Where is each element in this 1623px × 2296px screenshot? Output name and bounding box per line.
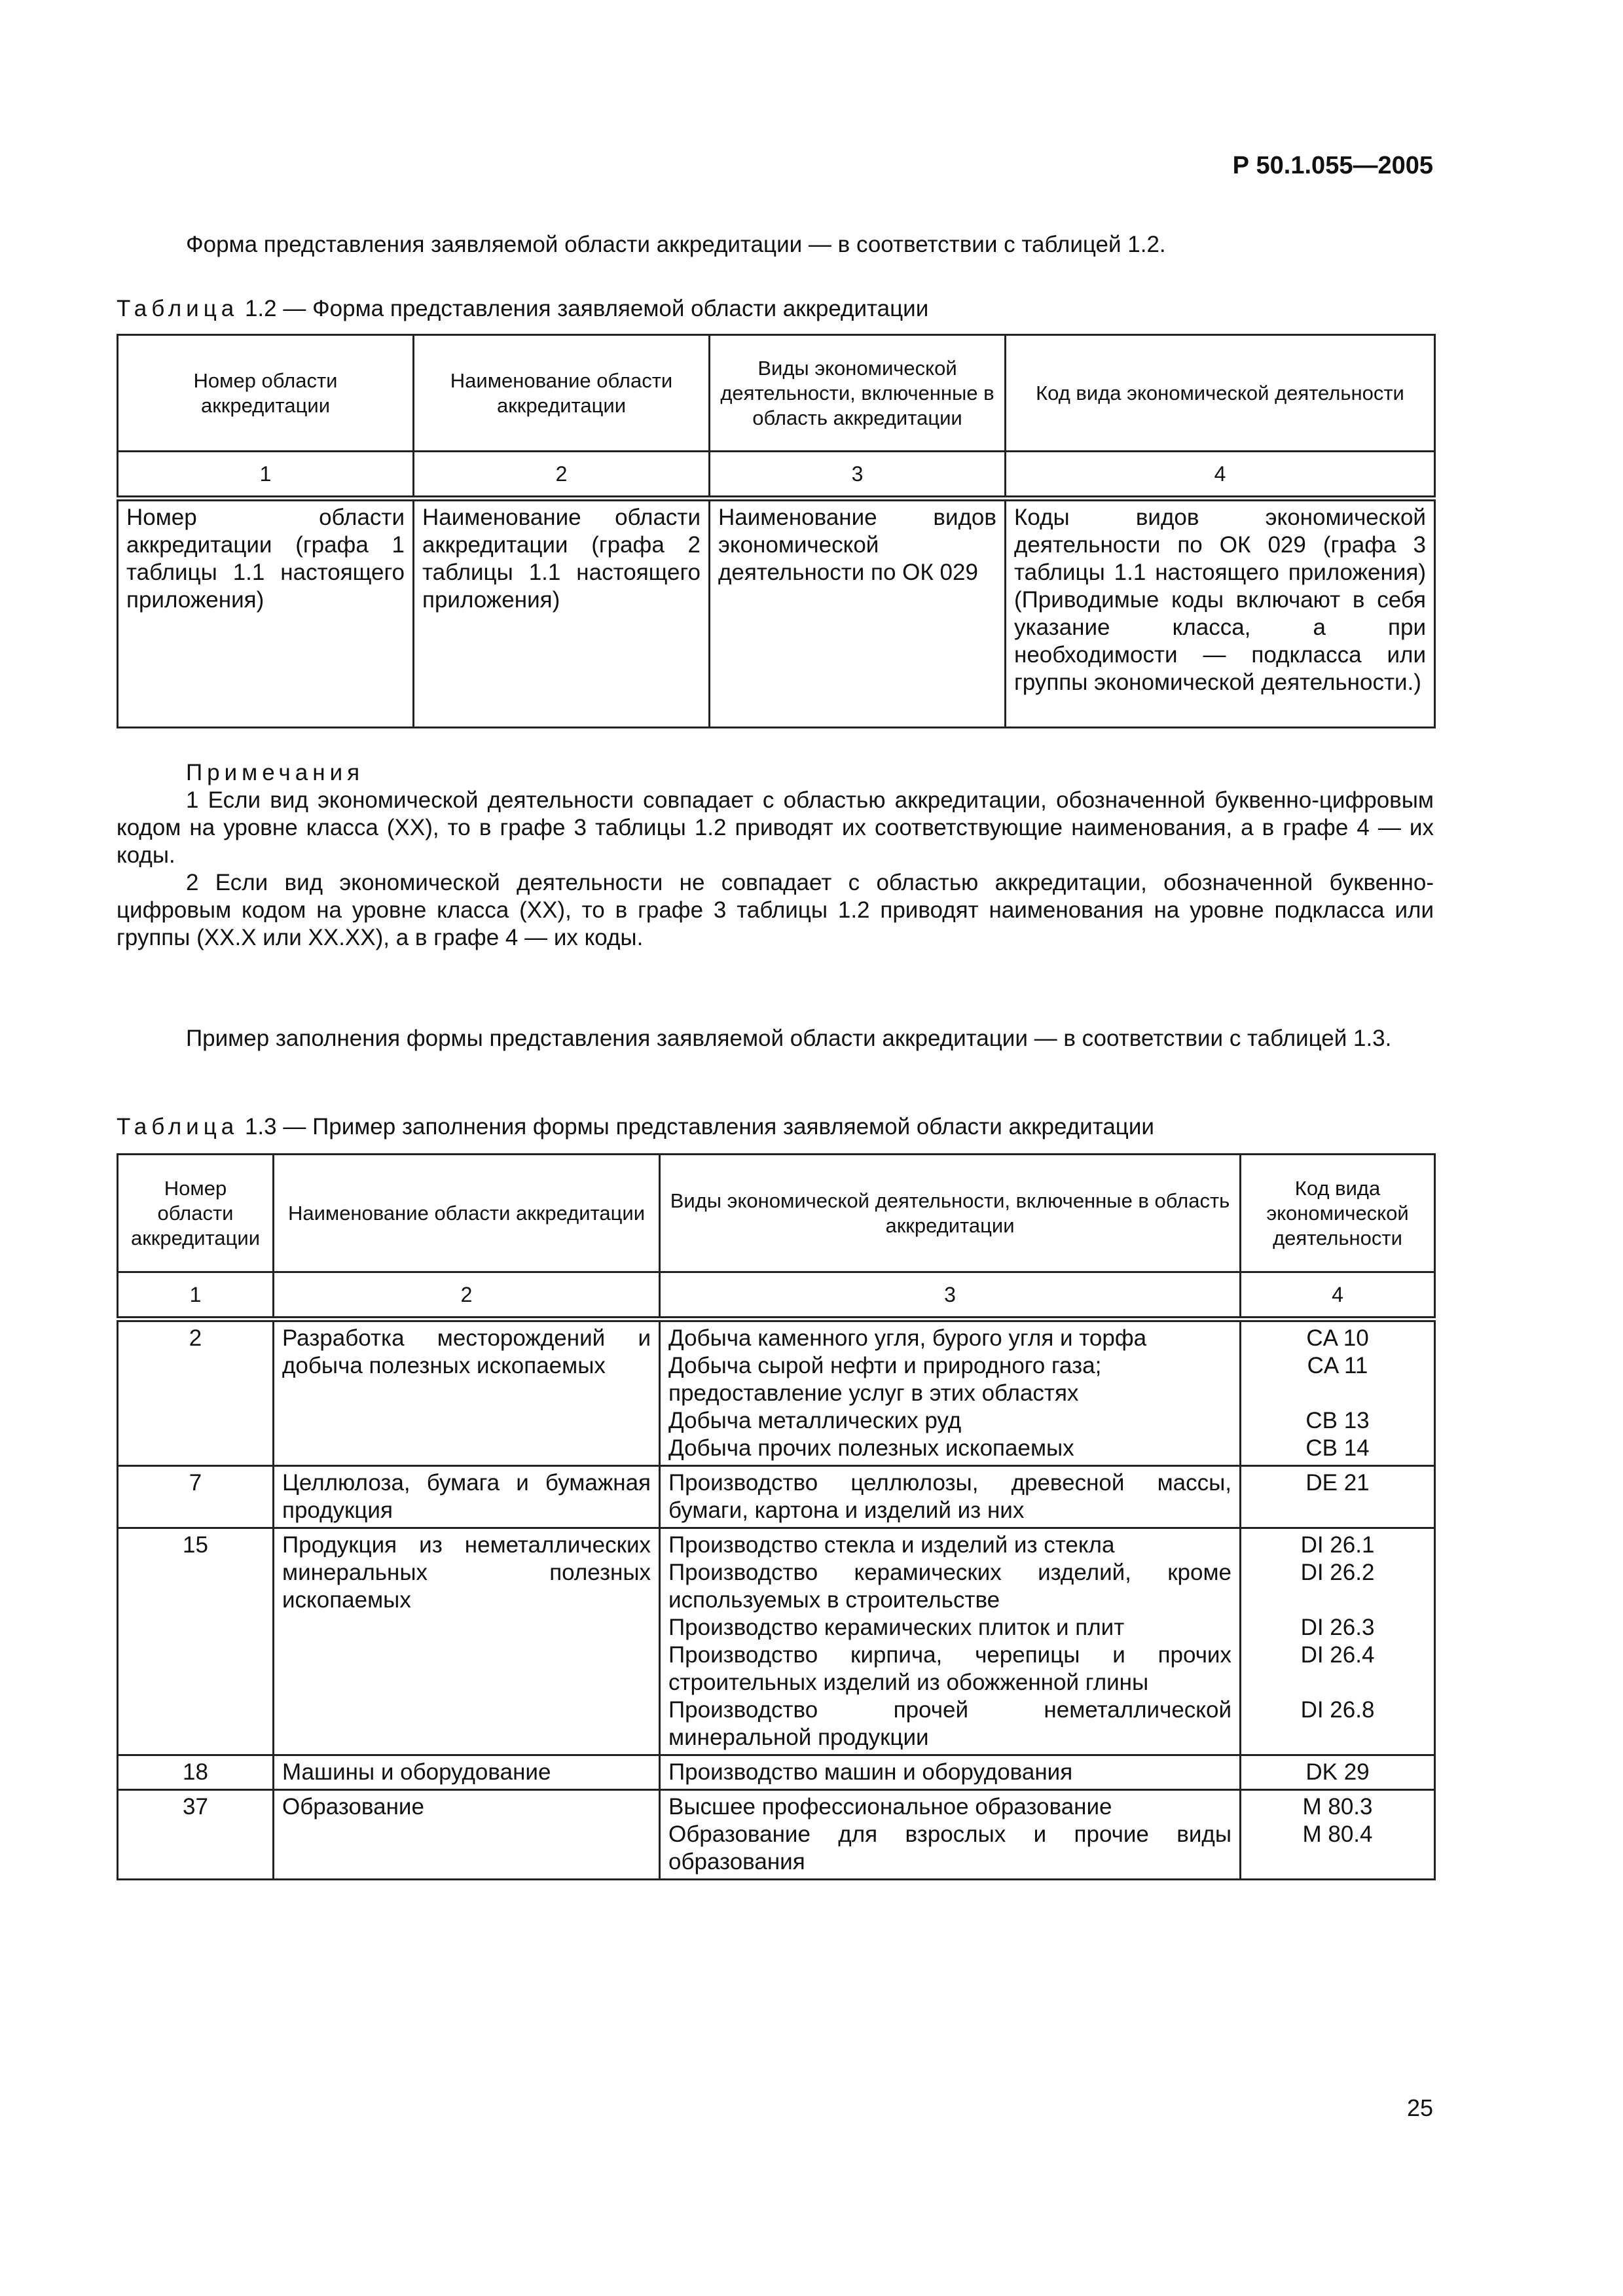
activity-line: Добыча металлических руд [668,1408,962,1433]
activity-line: Высшее профессиональное образование [668,1794,1112,1820]
header-cell: Код вида экономической деятельности [1241,1155,1435,1272]
activities-cell [660,1755,1241,1790]
header-cell: Номер области аккредитации [118,335,414,452]
area-number: 18 [118,1755,274,1790]
table-1-2 [117,334,1436,728]
table-row [118,1319,1435,1466]
table-row [118,1790,1435,1880]
code-line: DI 26.1 [1300,1532,1375,1558]
activities-cell [660,1790,1241,1880]
area-number: 15 [118,1528,274,1755]
header-cell: Код вида экономической деятельности [1006,335,1435,452]
code-line: DI 26.8 [1300,1697,1375,1723]
table-row [118,1528,1435,1755]
activity-line: Производство керамических плиток и плит [668,1615,1125,1640]
code-line: DK 29 [1305,1759,1370,1785]
table-cell: Номер области аккредитации (графа 1 таблицы 1.1 настоящего приложения) [118,499,414,728]
code-line: M 80.3 [1302,1794,1373,1820]
activities-cell [660,1466,1241,1528]
area-number: 7 [118,1466,274,1528]
area-name: Машины и оборудование [274,1755,660,1790]
activity-line: Добыча прочих полезных ископаемых [668,1435,1074,1461]
table-row [118,499,1435,728]
area-name: Образование [274,1790,660,1880]
intro-paragraph-2: Пример заполнения формы представления заявляемой области аккредитации — в соответствии с таблицей 1.3. [186,1026,1392,1051]
area-name: Разработка месторождений и добыча полезных ископаемых [274,1319,660,1466]
activity-line: Добыча сырой нефти и природного газа; предоставление услуг в этих областях [668,1353,1102,1406]
intro-paragraph-1: Форма представления заявляемой области аккредитации — в соответствии с таблицей 1.2. [186,232,1166,257]
header-cell: Номер области аккредитации [118,1155,274,1272]
caption-text: 1.2 — Форма представления заявляемой области аккредитации [244,296,929,321]
area-name: Продукция из неметаллических минеральных полезных ископаемых [274,1528,660,1755]
table-1-2-caption [117,295,928,323]
area-number: 2 [118,1319,274,1466]
code-line: CB 13 [1305,1408,1370,1433]
activity-line: Добыча каменного угля, бурого угля и торфа [668,1325,1147,1351]
code-line: CA 11 [1307,1353,1368,1378]
column-number: 4 [1006,452,1435,499]
table-row [118,1466,1435,1528]
column-number: 3 [710,452,1006,499]
activity-line: Производство стекла и изделий из стекла [668,1532,1115,1558]
table-1-3-caption [117,1113,1154,1141]
header-cell: Виды экономической деятельности, включенные в область аккредитации [660,1155,1241,1272]
table-cell: Наименование видов экономической деятельности по ОК 029 [710,499,1006,728]
codes-cell [1241,1319,1435,1466]
column-number-row [118,1272,1435,1319]
area-number: 37 [118,1790,274,1880]
code-line: CB 14 [1305,1435,1370,1461]
activity-line: Производство керамических изделий, кроме используемых в строительстве [668,1560,1231,1613]
table-cell: Наименование области аккредитации (графа 2 таблицы 1.1 настоящего приложения) [414,499,710,728]
table-header-row [118,335,1435,452]
column-number: 4 [1241,1272,1435,1319]
table-row [118,1755,1435,1790]
column-number: 3 [660,1272,1241,1319]
activities-cell [660,1319,1241,1466]
code-line: M 80.4 [1302,1821,1373,1847]
code-line: CA 10 [1306,1325,1369,1351]
activity-line: Производство машин и оборудования [668,1759,1073,1785]
caption-label: Таблица [117,1114,239,1139]
column-number-row [118,452,1435,499]
area-name: Целлюлоза, бумага и бумажная продукция [274,1466,660,1528]
notes-block [117,759,1434,952]
activity-line: Производство целлюлозы, древесной массы, бумаги, картона и изделий из них [668,1470,1231,1523]
code-line: DI 26.2 [1300,1560,1375,1585]
table-header-row [118,1155,1435,1272]
column-number: 2 [274,1272,660,1319]
note-item: 2 Если вид экономической деятельности не совпадает с областью аккредитации, обозначенной буквенно-цифровым кодом на уровне класса (XX), то в графе 3 таблицы 1.2 приводят наименования на уровне подкласса или группы (XX.X или XX.XX), а в графе 4 — их коды. [117,870,1434,950]
caption-text: 1.3 — Пример заполнения формы представления заявляемой области аккредитации [244,1114,1154,1139]
header-cell: Наименование области аккредитации [274,1155,660,1272]
codes-cell [1241,1755,1435,1790]
header-cell: Виды экономической деятельности, включенные в область аккредитации [710,335,1006,452]
activity-line: Образование для взрослых и прочие виды образования [668,1821,1231,1874]
caption-label: Таблица [117,296,239,321]
table-cell: Коды видов экономической деятельности по ОК 029 (графа 3 таблицы 1.1 настоящего приложения) (Приводимые коды включают в себя указание класса, а при необходимости — подкласса или группы экономической деятельности.) [1006,499,1435,728]
code-line: DE 21 [1305,1470,1370,1496]
table-1-3 [117,1153,1436,1880]
activity-line: Производство прочей неметаллической минеральной продукции [668,1697,1231,1750]
code-line: DI 26.4 [1300,1642,1375,1668]
document-code: Р 50.1.055—2005 [1232,152,1433,179]
column-number: 1 [118,1272,274,1319]
note-item: 1 Если вид экономической деятельности совпадает с областью аккредитации, обозначенной буквенно-цифровым кодом на уровне класса (XX), то в графе 3 таблицы 1.2 приводят их соответствующие наименования, а в графе 4 — их коды. [117,787,1434,868]
activities-cell [660,1528,1241,1755]
column-number: 1 [118,452,414,499]
notes-heading: Примечания [186,760,365,785]
page-number: 25 [1406,2094,1433,2121]
code-line: DI 26.3 [1300,1615,1375,1640]
column-number: 2 [414,452,710,499]
header-cell: Наименование области аккредитации [414,335,710,452]
codes-cell [1241,1466,1435,1528]
codes-cell [1241,1528,1435,1755]
activity-line: Производство кирпича, черепицы и прочих строительных изделий из обожженной глины [668,1642,1231,1695]
codes-cell [1241,1790,1435,1880]
